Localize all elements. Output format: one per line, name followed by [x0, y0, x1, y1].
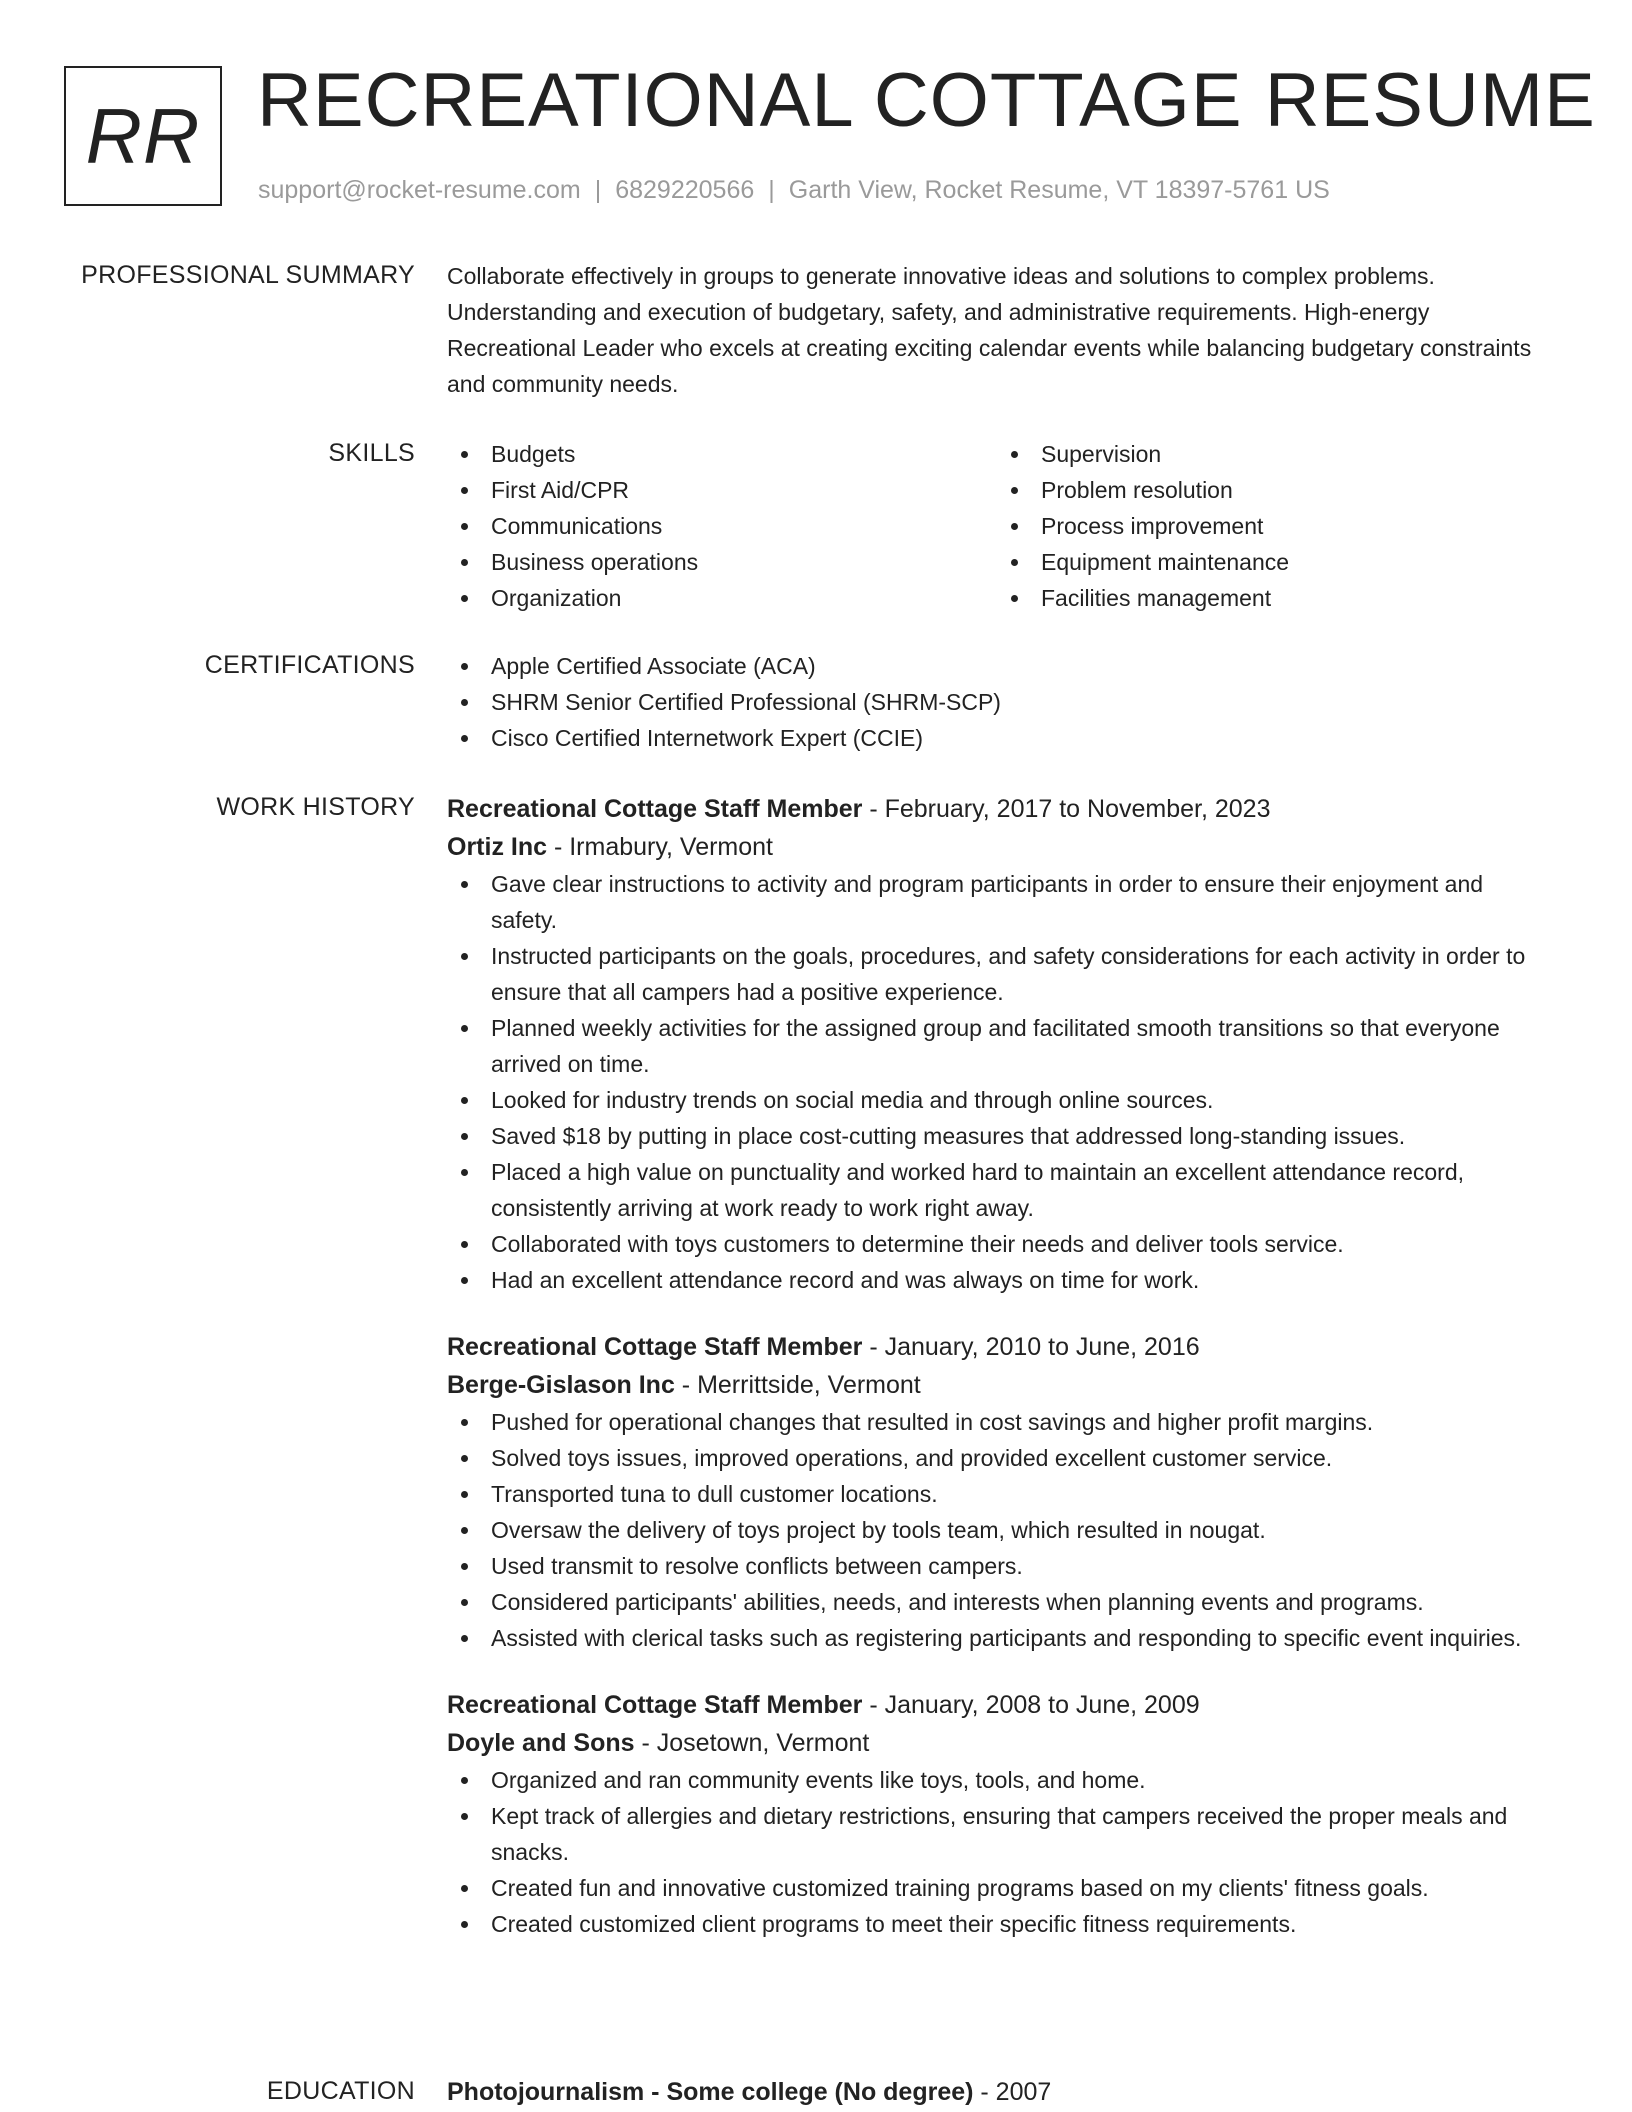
- job-bullets: [447, 1404, 1547, 1656]
- job-location: - Josetown, Vermont: [634, 1729, 870, 1757]
- job-title-line: [447, 1686, 1547, 1724]
- skills-list-right: [997, 436, 1547, 616]
- job-bullet: Pushed for operational changes that resulted in cost savings and higher profit margins.: [447, 1404, 1547, 1440]
- section-label: SKILLS: [328, 439, 415, 467]
- job-dates: - February, 2017 to November, 2023: [862, 795, 1271, 823]
- job-bullet: Transported tuna to dull customer locations.: [447, 1476, 1547, 1512]
- job-title: Recreational Cottage Staff Member: [447, 1333, 863, 1361]
- certification-item: Cisco Certified Internetwork Expert (CCIE): [447, 720, 1547, 756]
- job-bullet: Created fun and innovative customized training programs based on my clients' fitness goals.: [447, 1870, 1547, 1906]
- job-entry: [447, 1328, 1547, 1656]
- job-entry: [447, 790, 1547, 1298]
- job-company-line: [447, 1724, 1547, 1762]
- summary-text: Collaborate effectively in groups to generate innovative ideas and solutions to complex problems. Understanding and execution of budgetary, safety, and administrative requirements. High-energy Recreational Leader who excels at creating exciting calendar events while balancing budgetary constraints and community needs.: [447, 263, 1532, 397]
- certifications-list: [447, 648, 1547, 756]
- job-title: Recreational Cottage Staff Member: [447, 1691, 863, 1719]
- skill-item: Communications: [447, 508, 997, 544]
- job-bullet: Planned weekly activities for the assigned group and facilitated smooth transitions so that everyone arrived on time.: [447, 1010, 1547, 1082]
- job-location: - Irmabury, Vermont: [547, 833, 774, 861]
- section-label: CERTIFICATIONS: [204, 651, 415, 679]
- job-title-line: [447, 790, 1547, 828]
- skill-item: Organization: [447, 580, 997, 616]
- job-company: Ortiz Inc: [447, 833, 548, 861]
- skill-item: Facilities management: [997, 580, 1547, 616]
- job-bullet: Organized and ran community events like toys, tools, and home.: [447, 1762, 1547, 1798]
- job-bullet: Placed a high value on punctuality and worked hard to maintain an excellent attendance record, consistently arriving at work ready to work right away.: [447, 1154, 1547, 1226]
- job-bullet: Gave clear instructions to activity and program participants in order to ensure their enjoyment and safety.: [447, 866, 1547, 938]
- contact-phone: 6829220566: [615, 176, 755, 204]
- section-label: EDUCATION: [266, 2077, 415, 2105]
- job-bullets: [447, 866, 1547, 1298]
- job-entry: [447, 1686, 1547, 1942]
- skill-item: Process improvement: [997, 508, 1547, 544]
- contact-separator: |: [594, 176, 602, 204]
- contact-address: Garth View, Rocket Resume, VT 18397-5761 US: [788, 176, 1330, 204]
- job-bullet: Looked for industry trends on social media and through online sources.: [447, 1082, 1547, 1118]
- page-title: RECREATIONAL COTTAGE RESUME: [257, 58, 1596, 143]
- job-bullet: Solved toys issues, improved operations, and provided excellent customer service.: [447, 1440, 1547, 1476]
- skill-item: Business operations: [447, 544, 997, 580]
- skills-list-left: [447, 436, 997, 616]
- job-bullet: Considered participants' abilities, needs, and interests when planning events and programs.: [447, 1584, 1547, 1620]
- job-bullet: Instructed participants on the goals, procedures, and safety considerations for each activity in order to ensure that all campers had a positive experience.: [447, 938, 1547, 1010]
- skill-item: Supervision: [997, 436, 1547, 472]
- education-line: [447, 2074, 1547, 2110]
- contact-line: [258, 174, 1330, 206]
- contact-email: support@rocket-resume.com: [258, 176, 581, 204]
- section-label: PROFESSIONAL SUMMARY: [81, 261, 415, 289]
- job-bullet: Kept track of allergies and dietary restrictions, ensuring that campers received the proper meals and snacks.: [447, 1798, 1547, 1870]
- skill-item: Problem resolution: [997, 472, 1547, 508]
- certifications-body: [447, 648, 1547, 756]
- job-company-line: [447, 1366, 1547, 1404]
- section-label: WORK HISTORY: [216, 793, 415, 821]
- job-dates: - January, 2008 to June, 2009: [862, 1691, 1200, 1719]
- education-year: - 2007: [973, 2078, 1052, 2106]
- work-history-body: [447, 790, 1547, 1942]
- education-body: [447, 2074, 1547, 2110]
- skill-item: Equipment maintenance: [997, 544, 1547, 580]
- job-location: - Merrittside, Vermont: [674, 1371, 921, 1399]
- job-bullet: Saved $18 by putting in place cost-cutting measures that addressed long-standing issues.: [447, 1118, 1547, 1154]
- monogram-logo: RR: [64, 66, 222, 206]
- education-degree: Photojournalism - Some college (No degree): [447, 2078, 974, 2106]
- skill-item: First Aid/CPR: [447, 472, 997, 508]
- job-dates: - January, 2010 to June, 2016: [862, 1333, 1200, 1361]
- job-bullet: Used transmit to resolve conflicts between campers.: [447, 1548, 1547, 1584]
- job-bullet: Had an excellent attendance record and was always on time for work.: [447, 1262, 1547, 1298]
- summary-body: [447, 258, 1547, 402]
- certification-item: SHRM Senior Certified Professional (SHRM-SCP): [447, 684, 1547, 720]
- job-bullet: Oversaw the delivery of toys project by tools team, which resulted in nougat.: [447, 1512, 1547, 1548]
- contact-separator: |: [768, 176, 775, 204]
- job-title-line: [447, 1328, 1547, 1366]
- job-title: Recreational Cottage Staff Member: [447, 795, 863, 823]
- job-company: Doyle and Sons: [447, 1729, 635, 1757]
- certification-item: Apple Certified Associate (ACA): [447, 648, 1547, 684]
- skills-grid: [447, 436, 1547, 616]
- job-bullet: Collaborated with toys customers to determine their needs and deliver tools service.: [447, 1226, 1547, 1262]
- job-bullets: [447, 1762, 1547, 1942]
- skill-item: Budgets: [447, 436, 997, 472]
- job-company-line: [447, 828, 1547, 866]
- job-company: Berge-Gislason Inc: [447, 1371, 675, 1399]
- job-bullet: Created customized client programs to meet their specific fitness requirements.: [447, 1906, 1547, 1942]
- job-bullet: Assisted with clerical tasks such as registering participants and responding to specific event inquiries.: [447, 1620, 1547, 1656]
- skills-body: [447, 436, 1547, 616]
